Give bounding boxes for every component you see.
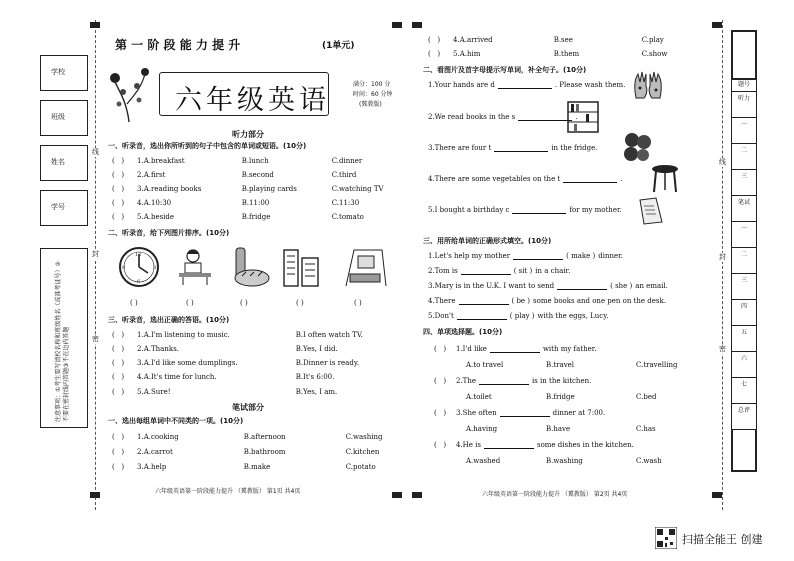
card-icon <box>636 196 666 226</box>
option-a[interactable]: A.I'd like some dumplings. <box>143 359 238 367</box>
option-b[interactable]: B.It's 6:00. <box>295 373 335 381</box>
option-b[interactable]: B.Yes, I did. <box>295 345 338 353</box>
option-a[interactable]: A.It's time for lunch. <box>143 373 217 381</box>
svg-text:3: 3 <box>153 265 157 271</box>
listening-q3-row: ( ) 2. A.Thanks. B.Yes, I did. <box>112 345 338 353</box>
answer-slot[interactable]: ( ) <box>186 299 194 307</box>
writing-q1-row: ( ) 2. A.carrot B.bathroom C.kitchen <box>112 448 380 456</box>
mcq-options <box>466 393 656 402</box>
option-c[interactable]: C.kitchen <box>345 448 380 456</box>
full-score: 满分：100 分 <box>353 81 391 88</box>
listening-q1-row: ( ) 5. A.beside B.fridge C.tomato <box>112 213 364 221</box>
writing-q4-title: 四、单项选择题。(10分) <box>423 328 503 336</box>
writing-q2-row: 4.There are some vegetables on the t . <box>428 175 623 183</box>
corner-mark <box>712 492 722 498</box>
option-c[interactable]: C.wash <box>636 457 662 465</box>
option-a[interactable]: A.beside <box>143 213 175 221</box>
answer-slot[interactable]: ( ) <box>354 299 362 307</box>
answer-blank[interactable] <box>498 81 552 89</box>
mcq-options <box>466 457 662 466</box>
title-banner <box>103 60 395 130</box>
option-a[interactable]: A.toilet <box>466 393 492 401</box>
option-a[interactable]: A.breakfast <box>143 157 185 165</box>
mcq-stem: ( ) 3.She often dinner at 7:00. <box>434 409 606 417</box>
answer-slot[interactable]: ( ) <box>296 299 304 307</box>
listening-q3-row: ( ) 3. A.I'd like some dumplings. B.Dinner is ready. <box>112 359 360 367</box>
score-table-cell[interactable]: 一 <box>731 222 757 248</box>
corner-mark <box>90 492 100 498</box>
edition: (冀教版) <box>359 101 382 108</box>
tomatoes-icon <box>622 130 652 162</box>
option-b[interactable]: B.washing <box>546 457 583 465</box>
option-c[interactable]: C.washing <box>345 433 383 441</box>
student-id-field-box[interactable] <box>40 190 88 226</box>
writing-q3-row: 5.Don't ( play ) with the eggs, Lucy. <box>428 312 609 320</box>
corner-mark <box>412 22 422 28</box>
option-c[interactable]: C.show <box>641 50 668 58</box>
score-table-cell[interactable]: 七 <box>731 378 757 404</box>
table-icon <box>650 164 680 194</box>
answer-blank[interactable] <box>494 144 548 152</box>
option-a[interactable]: A.Thanks. <box>143 345 179 353</box>
answer-blank[interactable] <box>518 113 572 121</box>
listening-q3-row: ( ) 1. A.I'm listening to music. B.I often watch TV. <box>112 331 363 339</box>
score-table-cell[interactable]: 听力 <box>731 92 757 118</box>
mcq-stem: ( ) 2.The is in the kitchen. <box>434 377 592 385</box>
corner-mark <box>90 22 100 28</box>
svg-text:12: 12 <box>135 252 142 258</box>
student-id-label: 学号 <box>51 203 65 211</box>
writing-q1-row: ( ) 5. A.him B.them C.show <box>428 50 668 58</box>
listening-q3-title: 三、听录音，选出正确的答语。(10分) <box>108 316 230 324</box>
option-b[interactable]: B.I often watch TV. <box>295 331 363 339</box>
answer-blank[interactable] <box>490 345 540 353</box>
answer-blank[interactable] <box>557 282 607 290</box>
corner-mark <box>712 22 722 28</box>
option-a[interactable]: A.washed <box>466 457 501 465</box>
page2-footer: 六年级英语第一阶段能力提升 （冀教版） 第2页 共4页 <box>482 491 628 498</box>
score-table-cell[interactable]: 笔试 <box>731 196 757 222</box>
seal-line-right <box>722 20 723 510</box>
score-table-cell[interactable]: 五 <box>731 326 757 352</box>
writing-q2-row: 1.Your hands are d . Please wash them. <box>428 81 626 89</box>
answer-blank[interactable] <box>459 297 509 305</box>
writing-q3-title: 三、用所给单词的正确形式填空。(10分) <box>423 237 552 245</box>
option-c[interactable]: C.play <box>641 36 664 44</box>
dirty-hands-icon <box>630 68 666 100</box>
listening-q1-row: ( ) 3. A.reading books B.playing cards C.watching TV <box>112 185 384 193</box>
option-c[interactable]: C.11:30 <box>331 199 360 207</box>
writing-q1-row: ( ) 4. A.arrived B.see C.play <box>428 36 664 44</box>
score-table-cell[interactable]: 三 <box>731 274 757 300</box>
option-a[interactable]: A.first <box>143 171 166 179</box>
score-table-cell[interactable]: 二 <box>731 144 757 170</box>
writing-q1-row: ( ) 3. A.help B.make C.potato <box>112 463 376 471</box>
option-a[interactable]: A.Sure! <box>143 388 171 396</box>
school-label: 学校 <box>51 68 65 76</box>
score-table-cell[interactable]: 一 <box>731 118 757 144</box>
option-b[interactable]: B.fridge <box>241 213 271 221</box>
score-table-top-strip <box>731 30 757 80</box>
notes-box <box>40 248 88 428</box>
name-field-box[interactable] <box>40 145 88 181</box>
listening-q2-title: 二、听录音，给下列图片排序。(10分) <box>108 229 230 237</box>
mcq-options <box>466 361 677 370</box>
writing-q2-title: 二、看图片及首字母提示写单词，补全句子。(10分) <box>423 66 587 74</box>
option-a[interactable]: A.10:30 <box>143 199 172 207</box>
score-table-cell[interactable]: 六 <box>731 352 757 378</box>
listening-q1-row: ( ) 4. A.10:30 B.11:00 C.11:30 <box>112 199 360 207</box>
class-label: 班级 <box>51 113 65 121</box>
listening-q1-row: ( ) 1. A.breakfast B.lunch C.dinner <box>112 157 363 165</box>
option-b[interactable]: B.them <box>553 50 580 58</box>
seal-char-seal: 封 <box>719 253 726 261</box>
option-b[interactable]: B.lunch <box>241 157 269 165</box>
bread-icon <box>228 246 270 288</box>
seal-char-close: 密 <box>92 335 99 343</box>
option-c[interactable]: C.travelling <box>636 361 678 369</box>
seal-line-left <box>95 20 96 510</box>
seal-char-line: 线 <box>92 148 99 156</box>
option-c[interactable]: C.tomato <box>331 213 364 221</box>
svg-text:9: 9 <box>122 265 126 271</box>
writing-q2-row: 5.I bought a birthday c for my mother. <box>428 206 622 214</box>
left-margin <box>40 55 88 230</box>
writing-q1-title: 一、选出每组单词中不同类的一项。(10分) <box>108 417 244 425</box>
option-b[interactable]: B.make <box>243 463 271 471</box>
corner-mark <box>392 492 402 498</box>
name-label: 姓名 <box>51 158 65 166</box>
listening-q1-title: 一、听录音，选出你所听到的句子中包含的单词或短语。(10分) <box>108 142 307 150</box>
unit-label: (1单元) <box>322 41 355 51</box>
option-b[interactable]: B.see <box>553 36 573 44</box>
option-b[interactable]: B.have <box>546 425 571 433</box>
writing-q2-row: 3.There are four t in the fridge. <box>428 144 598 152</box>
answer-blank[interactable] <box>479 377 529 385</box>
mcq-stem: ( ) 1.I'd like with my father. <box>434 345 597 353</box>
option-b[interactable]: B.Dinner is ready. <box>295 359 360 367</box>
writing-q1-row: ( ) 1. A.cooking B.afternoon C.washing <box>112 433 383 441</box>
mcq-stem: ( ) 4.He is some dishes in the kitchen. <box>434 441 634 449</box>
answer-blank[interactable] <box>500 409 550 417</box>
answer-blank[interactable] <box>461 267 511 275</box>
score-table-cell[interactable]: 三 <box>731 170 757 196</box>
seal-char-line: 线 <box>719 158 726 166</box>
option-a[interactable]: A.arrived <box>459 36 493 44</box>
option-b[interactable]: B.11:00 <box>241 199 270 207</box>
option-c[interactable]: C.third <box>331 171 357 179</box>
answer-slot[interactable]: ( ) <box>240 299 248 307</box>
qr-code-icon <box>655 527 677 549</box>
option-b[interactable]: B.fridge <box>546 393 575 401</box>
class-field-box[interactable] <box>40 100 88 136</box>
mcq-options <box>466 425 656 434</box>
listening-q3-row: ( ) 5. A.Sure! B.Yes, I am. <box>112 388 338 396</box>
buildings-icon <box>282 246 322 288</box>
option-c[interactable]: C.has <box>636 425 656 433</box>
writing-q3-row: 4.There ( be ) some books and one pen on the desk. <box>428 297 666 305</box>
score-table-cell[interactable]: 四 <box>731 300 757 326</box>
option-a[interactable]: A.carrot <box>143 448 173 456</box>
girl-reading-icon <box>175 246 215 286</box>
writing-q3-row: 3.Mary is in the U.K. I want to send ( she ) an email. <box>428 282 668 290</box>
option-b[interactable]: B.Yes, I am. <box>295 388 338 396</box>
writing-q2-row: 2.We read books in the s . <box>428 113 578 121</box>
option-a[interactable]: A.having <box>466 425 498 433</box>
listening-q3-row: ( ) 4. A.It's time for lunch. B.It's 6:00. <box>112 373 335 381</box>
option-a[interactable]: A.cooking <box>143 433 179 441</box>
writing-q3-row: 2.Tom is ( sit ) in a chair. <box>428 267 571 275</box>
seal-char-close: 密 <box>719 345 726 353</box>
score-table-cell[interactable]: 总评 <box>731 404 757 430</box>
school-field-box[interactable] <box>40 55 88 91</box>
seal-char-seal: 封 <box>92 250 99 258</box>
option-b[interactable]: B.afternoon <box>243 433 286 441</box>
answer-blank[interactable] <box>457 312 507 320</box>
score-table <box>731 30 757 472</box>
listening-q1-row: ( ) 2. A.first B.second C.third <box>112 171 357 179</box>
page1-footer: 六年级英语第一阶段能力提升 （冀教版） 第1页 共4页 <box>155 488 301 495</box>
tv-room-icon <box>340 246 388 288</box>
svg-text:6: 6 <box>137 279 141 285</box>
option-b[interactable]: B.bathroom <box>243 448 286 456</box>
exam-notes: 注意事项：①考生要写清校名称和班级姓名（或准考证号）②不要在密封线内答题③不在边内答题 <box>55 261 70 422</box>
option-c[interactable]: C.dinner <box>331 157 363 165</box>
answer-blank[interactable] <box>513 252 563 260</box>
listening-part-title: 听力部分 <box>232 130 264 139</box>
option-a[interactable]: A.him <box>459 50 481 58</box>
option-b[interactable]: B.second <box>241 171 274 179</box>
score-table-cell[interactable]: 二 <box>731 248 757 274</box>
option-c[interactable]: C.potato <box>345 463 376 471</box>
writing-q3-row: 1.Let's help my mother ( make ) dinner. <box>428 252 623 260</box>
option-b[interactable]: B.playing cards <box>241 185 297 193</box>
big-title: 六年级英语 <box>175 85 330 116</box>
corner-mark <box>412 492 422 498</box>
option-b[interactable]: B.travel <box>546 361 575 369</box>
option-c[interactable]: C.watching TV <box>331 185 384 193</box>
bookshelf-icon <box>566 100 600 134</box>
option-a[interactable]: A.to travel <box>466 361 504 369</box>
score-table-header: 题号 <box>731 80 757 92</box>
time-limit: 时间：60 分钟 <box>353 91 393 98</box>
option-a[interactable]: A.reading books <box>143 185 202 193</box>
clock-icon <box>118 246 160 288</box>
answer-blank[interactable] <box>512 206 566 214</box>
page-title: 第 一 阶 段 能 力 提 升 <box>115 38 241 52</box>
corner-mark <box>392 22 402 28</box>
writing-part-title: 笔试部分 <box>232 403 264 412</box>
option-a[interactable]: A.help <box>143 463 167 471</box>
watermark-text: 扫描全能王 创建 <box>682 533 763 546</box>
flower-ornament-icon <box>107 64 151 124</box>
answer-blank[interactable] <box>484 441 534 449</box>
score-table-bottom-strip <box>731 430 757 472</box>
option-a[interactable]: A.I'm listening to music. <box>143 331 230 339</box>
option-c[interactable]: C.bed <box>636 393 657 401</box>
answer-blank[interactable] <box>563 175 617 183</box>
answer-slot[interactable]: ( ) <box>130 299 138 307</box>
